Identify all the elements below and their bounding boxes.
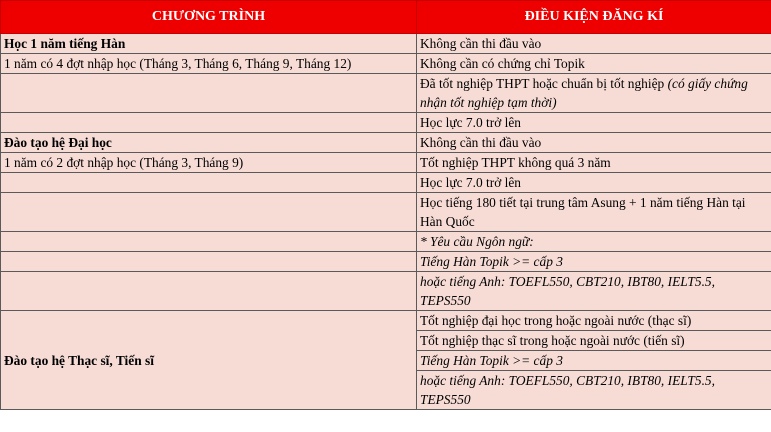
table-row: [1, 232, 771, 252]
requirement-cell: Học tiếng 180 tiết tại trung tâm Asung + 1 năm tiếng Hàn tại Hàn Quốc: [417, 193, 771, 232]
table-row: [1, 173, 771, 193]
table-row: [1, 54, 771, 74]
program-title-graduate: Đào tạo hệ Thạc sĩ, Tiến sĩ: [1, 311, 417, 410]
requirement-cell: Tiếng Hàn Topik >= cấp 3: [417, 351, 771, 371]
program-title-university: Đào tạo hệ Đại học: [1, 133, 417, 153]
requirement-cell: Tốt nghiệp đại học trong hoặc ngoài nước (thạc sĩ): [417, 311, 771, 331]
requirement-cell: Không cần thi đầu vào: [417, 133, 771, 153]
requirement-cell: Không cần có chứng chỉ Topik: [417, 54, 771, 74]
language-requirement-heading: * Yêu cầu Ngôn ngữ:: [417, 232, 771, 252]
requirement-column-header: ĐIỀU KIỆN ĐĂNG KÍ: [417, 1, 771, 34]
table-row: [1, 153, 771, 173]
requirement-cell: Học lực 7.0 trở lên: [417, 173, 771, 193]
requirement-cell: [417, 74, 771, 113]
table-row: [1, 311, 771, 331]
requirement-note: (có giấy chứng nhận tốt nghiệp tạm thời): [420, 76, 748, 110]
program-cell-empty: [1, 272, 417, 311]
requirement-cell: Tiếng Hàn Topik >= cấp 3: [417, 252, 771, 272]
program-intake-info: 1 năm có 2 đợt nhập học (Tháng 3, Tháng 9): [1, 153, 417, 173]
table-row: [1, 133, 771, 153]
program-cell-empty: [1, 113, 417, 133]
requirement-cell: hoặc tiếng Anh: TOEFL550, CBT210, IBT80, IELT5.5, TEPS550: [417, 272, 771, 311]
program-cell-empty: [1, 173, 417, 193]
table-row: [1, 113, 771, 133]
header-row: [1, 1, 771, 34]
table-row: [1, 252, 771, 272]
program-cell-empty: [1, 252, 417, 272]
table-row: [1, 272, 771, 311]
requirement-text: Đã tốt nghiệp THPT hoặc chuẩn bị tốt nghiệp: [420, 76, 665, 91]
requirement-cell: hoặc tiếng Anh: TOEFL550, CBT210, IBT80, IELT5.5, TEPS550: [417, 371, 771, 410]
requirement-cell: Học lực 7.0 trở lên: [417, 113, 771, 133]
table-row: [1, 193, 771, 232]
program-title-one-year-korean: Học 1 năm tiếng Hàn: [1, 34, 417, 54]
program-cell-empty: [1, 193, 417, 232]
program-cell-empty: [1, 232, 417, 252]
requirement-cell: Tốt nghiệp THPT không quá 3 năm: [417, 153, 771, 173]
requirement-cell: Tốt nghiệp thạc sĩ trong hoặc ngoài nước (tiến sĩ): [417, 331, 771, 351]
table-row: [1, 74, 771, 113]
program-column-header: CHƯƠNG TRÌNH: [1, 1, 417, 34]
program-cell-empty: [1, 74, 417, 113]
table-row: [1, 34, 771, 54]
requirement-cell: Không cần thi đầu vào: [417, 34, 771, 54]
program-intake-info: 1 năm có 4 đợt nhập học (Tháng 3, Tháng 6, Tháng 9, Tháng 12): [1, 54, 417, 74]
